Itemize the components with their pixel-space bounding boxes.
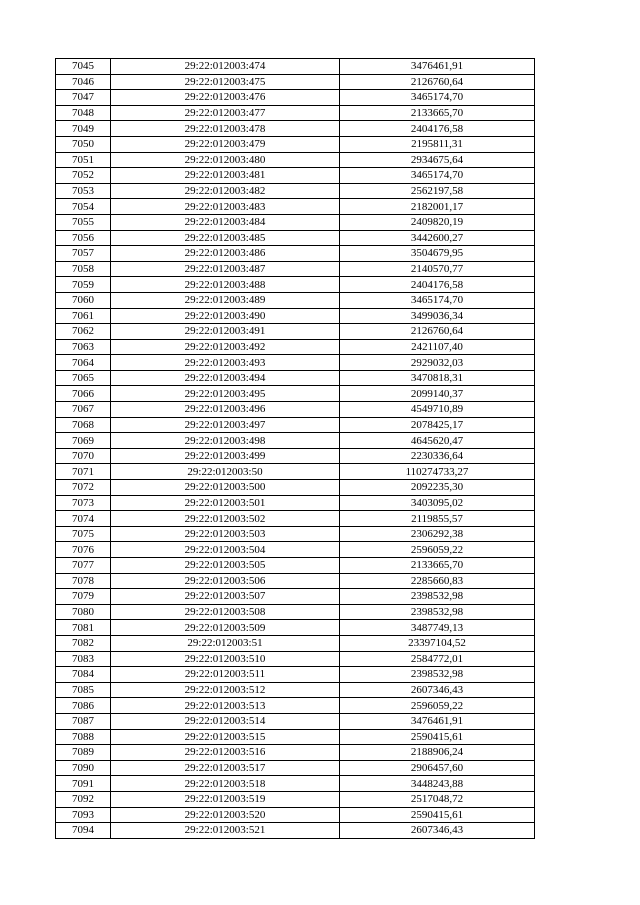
table-row (56, 791, 535, 807)
cadastral-number-cell: 29:22:012003:502 (111, 511, 340, 527)
row-number-cell: 7061 (56, 308, 111, 324)
cadastral-value-cell: 2934675,64 (340, 152, 535, 168)
row-number-cell: 7065 (56, 370, 111, 386)
row-number-cell: 7055 (56, 214, 111, 230)
row-number-cell: 7049 (56, 121, 111, 137)
cadastral-number-cell: 29:22:012003:507 (111, 589, 340, 605)
row-number-cell: 7078 (56, 573, 111, 589)
cadastral-number-cell: 29:22:012003:499 (111, 448, 340, 464)
cadastral-number-cell: 29:22:012003:50 (111, 464, 340, 480)
table-row (56, 526, 535, 542)
cadastral-number-cell: 29:22:012003:493 (111, 355, 340, 371)
cadastral-value-cell: 3504679,95 (340, 246, 535, 262)
table-row (56, 105, 535, 121)
cadastral-value-cell: 2421107,40 (340, 339, 535, 355)
cadastral-number-cell: 29:22:012003:488 (111, 277, 340, 293)
row-number-cell: 7091 (56, 776, 111, 792)
cadastral-value-cell: 2078425,17 (340, 417, 535, 433)
cadastral-number-cell: 29:22:012003:484 (111, 214, 340, 230)
row-number-cell: 7048 (56, 105, 111, 121)
cadastral-number-cell: 29:22:012003:485 (111, 230, 340, 246)
row-number-cell: 7050 (56, 136, 111, 152)
table-row (56, 682, 535, 698)
cadastral-value-cell: 3470818,31 (340, 370, 535, 386)
cadastral-value-cell: 2562197,58 (340, 183, 535, 199)
cadastral-value-cell: 2404176,58 (340, 277, 535, 293)
cadastral-number-cell: 29:22:012003:474 (111, 59, 340, 75)
cadastral-value-cell: 2398532,98 (340, 604, 535, 620)
row-number-cell: 7072 (56, 480, 111, 496)
table-row (56, 183, 535, 199)
row-number-cell: 7087 (56, 713, 111, 729)
row-number-cell: 7060 (56, 292, 111, 308)
table-row (56, 230, 535, 246)
cadastral-value-cell: 3403095,02 (340, 495, 535, 511)
cadastral-value-cell: 2590415,61 (340, 729, 535, 745)
cadastral-value-cell: 2409820,19 (340, 214, 535, 230)
table-row (56, 199, 535, 215)
cadastral-value-cell: 3465174,70 (340, 168, 535, 184)
cadastral-number-cell: 29:22:012003:491 (111, 324, 340, 340)
cadastral-value-cell: 2099140,37 (340, 386, 535, 402)
row-number-cell: 7069 (56, 433, 111, 449)
table-row (56, 355, 535, 371)
table-row (56, 464, 535, 480)
row-number-cell: 7059 (56, 277, 111, 293)
table-row (56, 246, 535, 262)
table-row (56, 480, 535, 496)
cadastral-number-cell: 29:22:012003:513 (111, 698, 340, 714)
row-number-cell: 7053 (56, 183, 111, 199)
row-number-cell: 7082 (56, 635, 111, 651)
cadastral-number-cell: 29:22:012003:520 (111, 807, 340, 823)
table-row (56, 729, 535, 745)
cadastral-value-cell: 2596059,22 (340, 542, 535, 558)
cadastral-value-cell: 2126760,64 (340, 74, 535, 90)
row-number-cell: 7074 (56, 511, 111, 527)
row-number-cell: 7090 (56, 760, 111, 776)
row-number-cell: 7088 (56, 729, 111, 745)
row-number-cell: 7094 (56, 823, 111, 839)
row-number-cell: 7047 (56, 90, 111, 106)
cadastral-number-cell: 29:22:012003:498 (111, 433, 340, 449)
table-row (56, 713, 535, 729)
row-number-cell: 7054 (56, 199, 111, 215)
row-number-cell: 7093 (56, 807, 111, 823)
cadastral-number-cell: 29:22:012003:490 (111, 308, 340, 324)
row-number-cell: 7079 (56, 589, 111, 605)
table-row (56, 74, 535, 90)
cadastral-value-cell: 3465174,70 (340, 90, 535, 106)
row-number-cell: 7086 (56, 698, 111, 714)
row-number-cell: 7068 (56, 417, 111, 433)
cadastral-value-cell: 2517048,72 (340, 791, 535, 807)
cadastral-number-cell: 29:22:012003:509 (111, 620, 340, 636)
table-row (56, 90, 535, 106)
cadastral-number-cell: 29:22:012003:515 (111, 729, 340, 745)
cadastral-number-cell: 29:22:012003:501 (111, 495, 340, 511)
table-row (56, 214, 535, 230)
cadastral-number-cell: 29:22:012003:516 (111, 745, 340, 761)
cadastral-number-cell: 29:22:012003:487 (111, 261, 340, 277)
row-number-cell: 7080 (56, 604, 111, 620)
row-number-cell: 7052 (56, 168, 111, 184)
cadastral-number-cell: 29:22:012003:478 (111, 121, 340, 137)
row-number-cell: 7062 (56, 324, 111, 340)
table-row (56, 433, 535, 449)
table-row (56, 324, 535, 340)
table-row (56, 823, 535, 839)
cadastral-number-cell: 29:22:012003:476 (111, 90, 340, 106)
row-number-cell: 7081 (56, 620, 111, 636)
cadastral-number-cell: 29:22:012003:511 (111, 667, 340, 683)
table-row (56, 542, 535, 558)
cadastral-number-cell: 29:22:012003:486 (111, 246, 340, 262)
cadastral-value-cell: 3476461,91 (340, 713, 535, 729)
row-number-cell: 7092 (56, 791, 111, 807)
cadastral-number-cell: 29:22:012003:504 (111, 542, 340, 558)
cadastral-value-cell: 3499036,34 (340, 308, 535, 324)
cadastral-value-cell: 23397104,52 (340, 635, 535, 651)
cadastral-value-cell: 2119855,57 (340, 511, 535, 527)
cadastral-value-cell: 2398532,98 (340, 589, 535, 605)
row-number-cell: 7067 (56, 402, 111, 418)
cadastral-value-cell: 2195811,31 (340, 136, 535, 152)
cadastral-value-cell: 2140570,77 (340, 261, 535, 277)
cadastral-value-cell: 3442600,27 (340, 230, 535, 246)
cadastral-number-cell: 29:22:012003:479 (111, 136, 340, 152)
row-number-cell: 7083 (56, 651, 111, 667)
cadastral-number-cell: 29:22:012003:508 (111, 604, 340, 620)
row-number-cell: 7046 (56, 74, 111, 90)
cadastral-value-cell: 2306292,38 (340, 526, 535, 542)
table-row (56, 339, 535, 355)
cadastral-value-cell: 2126760,64 (340, 324, 535, 340)
table-row (56, 370, 535, 386)
cadastral-number-cell: 29:22:012003:482 (111, 183, 340, 199)
table-row (56, 698, 535, 714)
cadastral-value-cell: 2929032,03 (340, 355, 535, 371)
table-row (56, 59, 535, 75)
row-number-cell: 7084 (56, 667, 111, 683)
table-row (56, 667, 535, 683)
cadastral-value-cell: 4549710,89 (340, 402, 535, 418)
cadastral-value-cell: 3465174,70 (340, 292, 535, 308)
cadastral-value-cell: 3476461,91 (340, 59, 535, 75)
table-row (56, 776, 535, 792)
cadastral-number-cell: 29:22:012003:503 (111, 526, 340, 542)
cadastral-value-cell: 2590415,61 (340, 807, 535, 823)
table-row (56, 558, 535, 574)
cadastral-value-cell: 2133665,70 (340, 105, 535, 121)
row-number-cell: 7045 (56, 59, 111, 75)
cadastral-value-cell: 2092235,30 (340, 480, 535, 496)
table-row (56, 573, 535, 589)
table-row (56, 417, 535, 433)
cadastral-number-cell: 29:22:012003:51 (111, 635, 340, 651)
cadastral-number-cell: 29:22:012003:500 (111, 480, 340, 496)
table-row (56, 807, 535, 823)
table-row (56, 745, 535, 761)
table-row (56, 495, 535, 511)
cadastral-number-cell: 29:22:012003:521 (111, 823, 340, 839)
cadastral-number-cell: 29:22:012003:495 (111, 386, 340, 402)
cadastral-number-cell: 29:22:012003:517 (111, 760, 340, 776)
cadastral-number-cell: 29:22:012003:505 (111, 558, 340, 574)
cadastral-value-cell: 3487749,13 (340, 620, 535, 636)
cadastral-value-cell: 2398532,98 (340, 667, 535, 683)
table-row (56, 589, 535, 605)
cadastral-value-cell: 2584772,01 (340, 651, 535, 667)
cadastral-number-cell: 29:22:012003:492 (111, 339, 340, 355)
row-number-cell: 7056 (56, 230, 111, 246)
cadastral-number-cell: 29:22:012003:475 (111, 74, 340, 90)
cadastral-number-cell: 29:22:012003:514 (111, 713, 340, 729)
cadastral-number-cell: 29:22:012003:483 (111, 199, 340, 215)
row-number-cell: 7085 (56, 682, 111, 698)
row-number-cell: 7051 (56, 152, 111, 168)
table-row (56, 402, 535, 418)
cadastral-number-cell: 29:22:012003:510 (111, 651, 340, 667)
row-number-cell: 7075 (56, 526, 111, 542)
row-number-cell: 7089 (56, 745, 111, 761)
row-number-cell: 7057 (56, 246, 111, 262)
table-row (56, 448, 535, 464)
cadastral-value-cell: 2596059,22 (340, 698, 535, 714)
cadastral-value-table (55, 58, 535, 839)
cadastral-value-cell: 2607346,43 (340, 823, 535, 839)
table-row (56, 308, 535, 324)
table-row (56, 152, 535, 168)
table-body (56, 59, 535, 839)
table-row (56, 511, 535, 527)
cadastral-number-cell: 29:22:012003:494 (111, 370, 340, 386)
cadastral-value-cell: 2607346,43 (340, 682, 535, 698)
cadastral-value-cell: 2285660,83 (340, 573, 535, 589)
cadastral-number-cell: 29:22:012003:477 (111, 105, 340, 121)
table-row (56, 386, 535, 402)
row-number-cell: 7077 (56, 558, 111, 574)
table-row (56, 121, 535, 137)
table-row (56, 277, 535, 293)
row-number-cell: 7064 (56, 355, 111, 371)
cadastral-value-cell: 2133665,70 (340, 558, 535, 574)
cadastral-value-cell: 2188906,24 (340, 745, 535, 761)
table-row (56, 604, 535, 620)
cadastral-number-cell: 29:22:012003:481 (111, 168, 340, 184)
row-number-cell: 7076 (56, 542, 111, 558)
table-row (56, 292, 535, 308)
cadastral-number-cell: 29:22:012003:519 (111, 791, 340, 807)
table-row (56, 651, 535, 667)
cadastral-value-cell: 110274733,27 (340, 464, 535, 480)
row-number-cell: 7073 (56, 495, 111, 511)
row-number-cell: 7063 (56, 339, 111, 355)
cadastral-number-cell: 29:22:012003:497 (111, 417, 340, 433)
row-number-cell: 7070 (56, 448, 111, 464)
cadastral-value-cell: 4645620,47 (340, 433, 535, 449)
row-number-cell: 7058 (56, 261, 111, 277)
cadastral-value-cell: 2230336,64 (340, 448, 535, 464)
table-row (56, 760, 535, 776)
cadastral-value-cell: 2404176,58 (340, 121, 535, 137)
cadastral-number-cell: 29:22:012003:512 (111, 682, 340, 698)
table-row (56, 635, 535, 651)
cadastral-number-cell: 29:22:012003:496 (111, 402, 340, 418)
row-number-cell: 7066 (56, 386, 111, 402)
cadastral-number-cell: 29:22:012003:506 (111, 573, 340, 589)
cadastral-number-cell: 29:22:012003:489 (111, 292, 340, 308)
cadastral-value-cell: 2906457,60 (340, 760, 535, 776)
cadastral-number-cell: 29:22:012003:480 (111, 152, 340, 168)
table-row (56, 136, 535, 152)
cadastral-number-cell: 29:22:012003:518 (111, 776, 340, 792)
table-row (56, 168, 535, 184)
cadastral-value-cell: 2182001,17 (340, 199, 535, 215)
table-row (56, 620, 535, 636)
cadastral-value-cell: 3448243,88 (340, 776, 535, 792)
row-number-cell: 7071 (56, 464, 111, 480)
table-row (56, 261, 535, 277)
